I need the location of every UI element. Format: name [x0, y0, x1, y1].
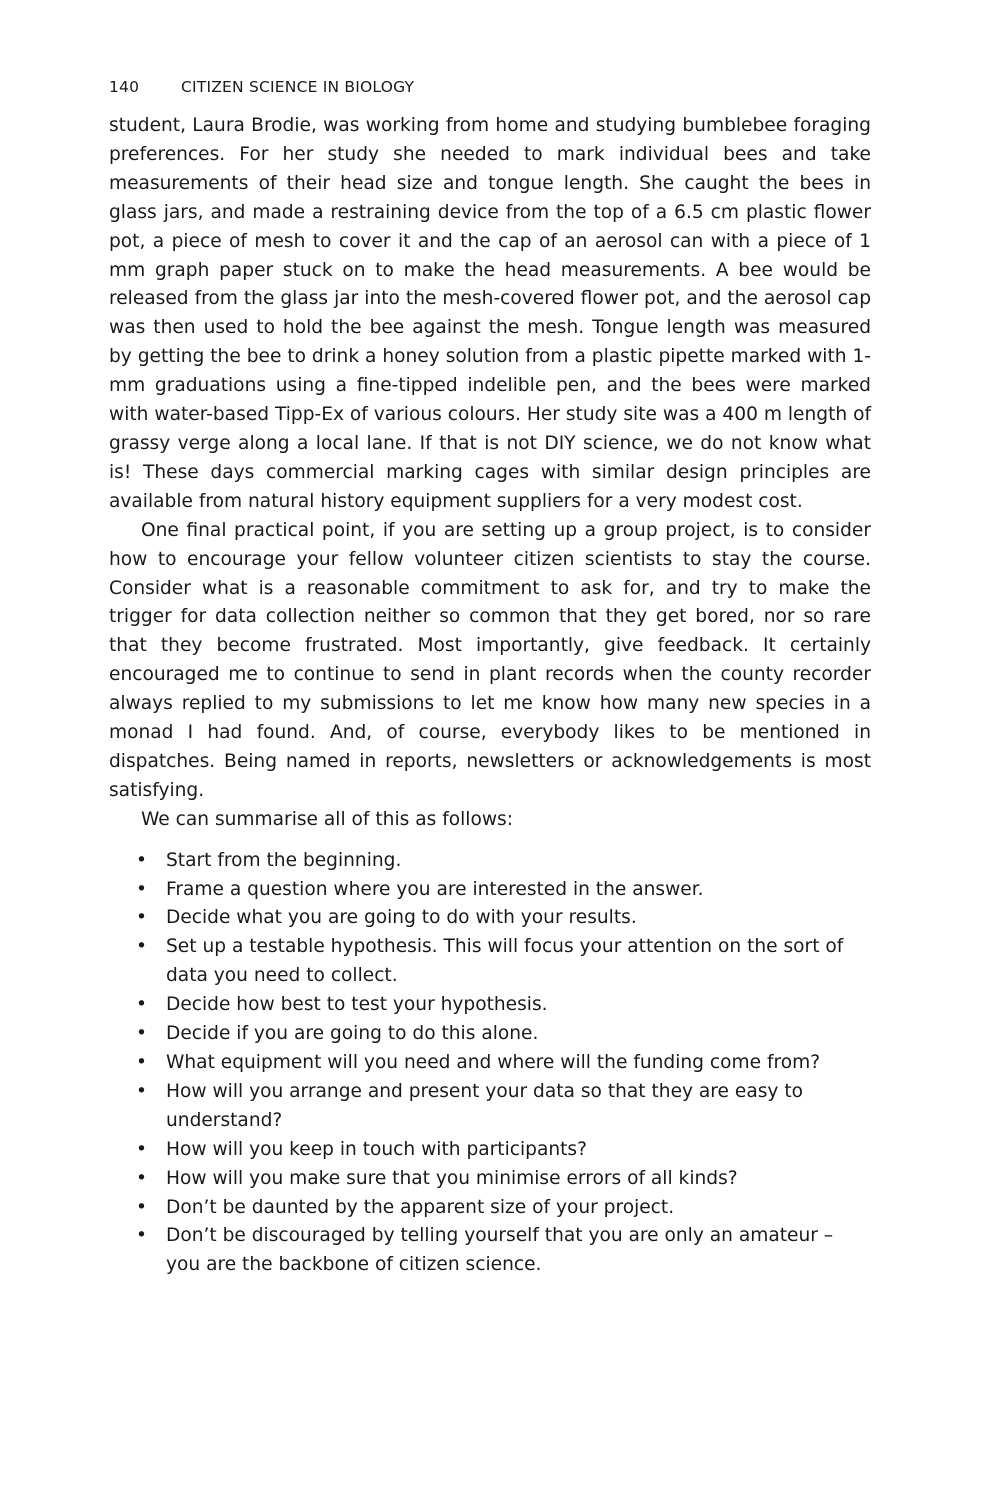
list-item [109, 1049, 871, 1078]
paragraph-continued: student, Laura Brodie, was working from home and studying bumblebee foraging preferences. For her study she needed to mark individual bees and take measurements of their head size and tongue length. She caught the bees in glass jars, and made a restraining device from the top of a 6.5 cm plastic flower pot, a piece of mesh to cover it and the cap of an aerosol can with a piece of 1 mm graph paper stuck on to make the head measurements. A bee would be released from the glass jar into the mesh-covered flower pot, and the aerosol cap was then used to hold the bee against the mesh. Tongue length was measured by getting the bee to drink a honey solution from a plastic pipette marked with 1-mm graduations using a fine-tipped indelible pen, and the bees were marked with water-based Tipp-Ex of various colours. Her study site was a 400 m length of grassy verge along a local lane. If that is not DIY science, we do not know what is! These days commercial marking cages with similar design principles are available from natural history equipment suppliers for a very modest cost. [109, 115, 871, 512]
list-item [109, 1194, 871, 1223]
body-text [109, 112, 871, 835]
list-item-text: Decide what you are going to do with your results. [166, 907, 637, 929]
list-item [109, 876, 871, 905]
list-item [109, 1078, 871, 1136]
bullet-icon: • [136, 1138, 147, 1160]
list-item [109, 1222, 871, 1280]
bullet-icon: • [136, 1052, 147, 1073]
list-item-text: Don’t be discouraged by telling yourself that you are only an amateur – you are the backbone of citizen science. [166, 1225, 834, 1276]
list-item [109, 904, 871, 933]
bullet-icon: • [136, 936, 147, 958]
list-item [109, 1165, 871, 1194]
summary-list [109, 847, 871, 1281]
bullet-icon: • [136, 1196, 147, 1218]
bullet-icon: • [136, 994, 147, 1016]
running-title: CITIZEN SCIENCE IN BIOLOGY [181, 78, 415, 96]
list-item-text: What equipment will you need and where will the funding come from? [166, 1052, 821, 1073]
list-item [109, 933, 871, 991]
bullet-icon: • [136, 1225, 147, 1247]
list-item [109, 1020, 871, 1049]
list-item-text: Decide how best to test your hypothesis. [166, 994, 548, 1016]
list-item [109, 1136, 871, 1165]
list-item-text: How will you make sure that you minimise errors of all kinds? [166, 1167, 738, 1189]
page-number: 140 [109, 78, 140, 96]
list-item [109, 847, 871, 876]
list-item-text: Frame a question where you are interested in the answer. [166, 878, 704, 900]
paragraph-summary-intro: We can summarise all of this as follows: [141, 808, 513, 830]
list-item-text: Decide if you are going to do this alone. [166, 1023, 539, 1045]
list-item-text: Don’t be daunted by the apparent size of your project. [166, 1196, 675, 1218]
bullet-icon: • [136, 1023, 147, 1045]
book-page [109, 78, 871, 1280]
bullet-icon: • [136, 878, 147, 900]
running-head [109, 78, 871, 102]
bullet-icon: • [136, 1167, 147, 1189]
list-item-text: How will you keep in touch with participants? [166, 1138, 587, 1160]
list-item-text: How will you arrange and present your data so that they are easy to understand? [166, 1080, 803, 1131]
list-item [109, 991, 871, 1020]
bullet-icon: • [136, 849, 147, 871]
list-item-text: Set up a testable hypothesis. This will focus your attention on the sort of data you need to collect. [166, 936, 844, 987]
bullet-icon: • [136, 907, 147, 929]
paragraph-practical-point: One final practical point, if you are setting up a group project, is to consider how to encourage your fellow volunteer citizen scientists to stay the course. Consider what is a reasonable commitment to ask for, and try to make the trigger for data collection neither so common that they get bored, nor so rare that they become frustrated. Most importantly, give feedback. It certainly encouraged me to continue to send in plant records when the county recorder always replied to my submissions to let me know how many new species in a monad I had found. And, of course, everybody likes to be mentioned in dispatches. Being named in reports, newsletters or acknowledgements is most satisfying. [109, 519, 871, 801]
bullet-icon: • [136, 1080, 147, 1102]
list-item-text: Start from the beginning. [166, 849, 402, 871]
